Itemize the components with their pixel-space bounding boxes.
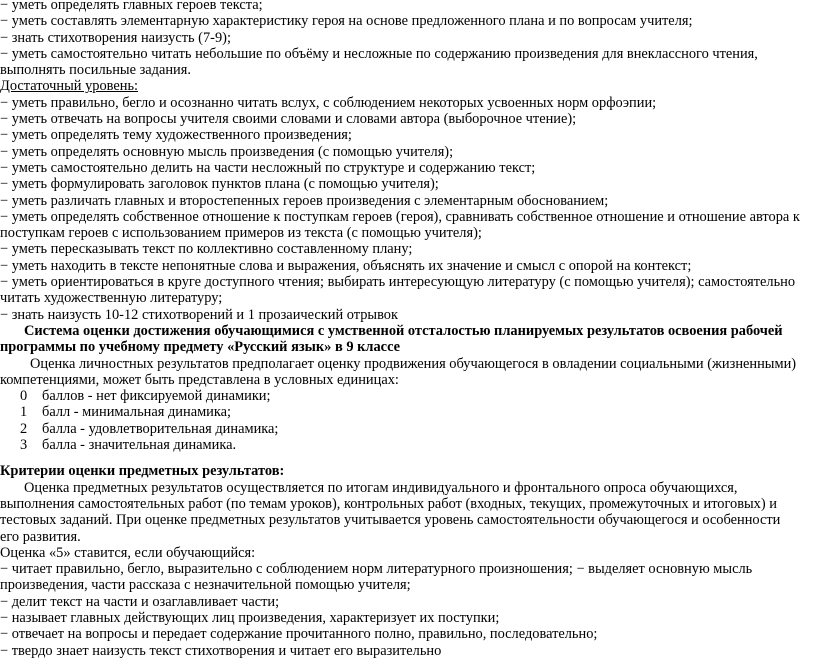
list-item: − знать стихотворения наизусть (7-9); [0,29,231,46]
scale-number: 3 [20,437,28,454]
list-item: − отвечает на вопросы и передает содержание прочитанного полно, правильно, последовательно; [0,626,598,643]
list-item: − уметь составлять элементарную характеристику героя на основе предложенного плана и по вопросам учителя; [0,13,693,30]
criteria-paragraph: Оценка предметных результатов осуществляется по итогам индивидуального и фронтального опроса обучающихся, выполнения самостоятельных работ (по темам уроков), контрольных работ (входных, текущих, промежуточных и итоговых) и тестовых заданий. При оценке предметных результатов учитывается уровень самостоятельности обучающегося и особенности его развития. [0,479,784,545]
scale-number: 0 [20,388,28,405]
scale-number: 2 [20,420,28,437]
criteria-heading: Критерии оценки предметных результатов: [0,463,285,480]
grade5-line: Оценка «5» ставится, если обучающийся: [0,544,256,561]
list-item: − уметь определять тему художественного произведения; [0,127,352,144]
scale-item [0,437,800,453]
list-item: − уметь определять собственное отношение к поступкам героев (героя), сравнивать собственное отношение и отношение автора к поступкам героев с использованием примеров из текста (с помощью учителя); [0,208,804,242]
list-item: − уметь различать главных и второстепенных героев произведения с элементарным обоснованием; [0,192,609,209]
list-item: − уметь определять главных героев текста; [0,0,263,13]
list-item: − называет главных действующих лиц произведения, характеризует их поступки; [0,609,500,626]
list-item: − знать наизусть 10-12 стихотворений и 1 прозаический отрывок [0,306,398,323]
scale-item [0,404,800,420]
scale-item [0,421,800,437]
system-heading: Система оценки достижения обучающимися с умственной отсталостью планируемых результатов освоения рабочей программы по учебному предмету «Русский язык» в 9 классе [0,322,787,356]
list-item: − уметь пересказывать текст по коллективно составленному плану; [0,241,413,258]
scale-item [0,388,800,404]
list-item: − уметь находить в тексте непонятные слова и выражения, объяснять их значение и смысл с опорой на контекст; [0,257,692,274]
list-item: − делит текст на части и озаглавливает части; [0,593,280,610]
list-item: − уметь правильно, бегло и осознанно читать вслух, с соблюдением некоторых усвоенных норм орфоэпии; [0,94,657,111]
scale-text: балл - минимальная динамика; [42,404,232,421]
spacer [0,453,800,463]
list-item: − уметь отвечать на вопросы учителя своими словами и словами автора (выборочное чтение); [0,111,577,128]
list-item: − уметь определять основную мысль произведения (с помощью учителя); [0,143,454,160]
scale-text: баллов - нет фиксируемой динамики; [42,388,271,405]
list-item: − уметь формулировать заголовок пунктов плана (с помощью учителя); [0,176,439,193]
list-item: − твердо знает наизусть текст стихотворения и читает его выразительно [0,642,442,659]
scale-text: балла - значительная динамика. [42,437,237,454]
personal-results-paragraph: Оценка личностных результатов предполагает оценку продвижения обучающегося в овладении социальными (жизненными) компетенциями, может быть представлена в условных единицах: [0,355,800,388]
scale-number: 1 [20,404,28,421]
list-item: − читает правильно, бегло, выразительно с соблюдением норм литературного произношения; − выделяет основную мысль произведения, части рассказа с незначительной помощью учителя; [0,561,756,594]
scale-text: балла - удовлетворительная динамика; [42,420,279,437]
list-item: − уметь самостоятельно делить на части несложный по структуре и содержанию текст; [0,159,536,176]
sufficient-level-heading: Достаточный уровень: [0,78,139,95]
list-item: − уметь самостоятельно читать небольшие по объёму и несложные по содержанию произведения для внеклассного чтения, выполнять посильные задания. [0,45,762,79]
list-item: − уметь ориентироваться в круге доступного чтения; выбирать интересующую литературу (с помощью учителя); самостоятельно читать художественную литературу; [0,274,799,307]
